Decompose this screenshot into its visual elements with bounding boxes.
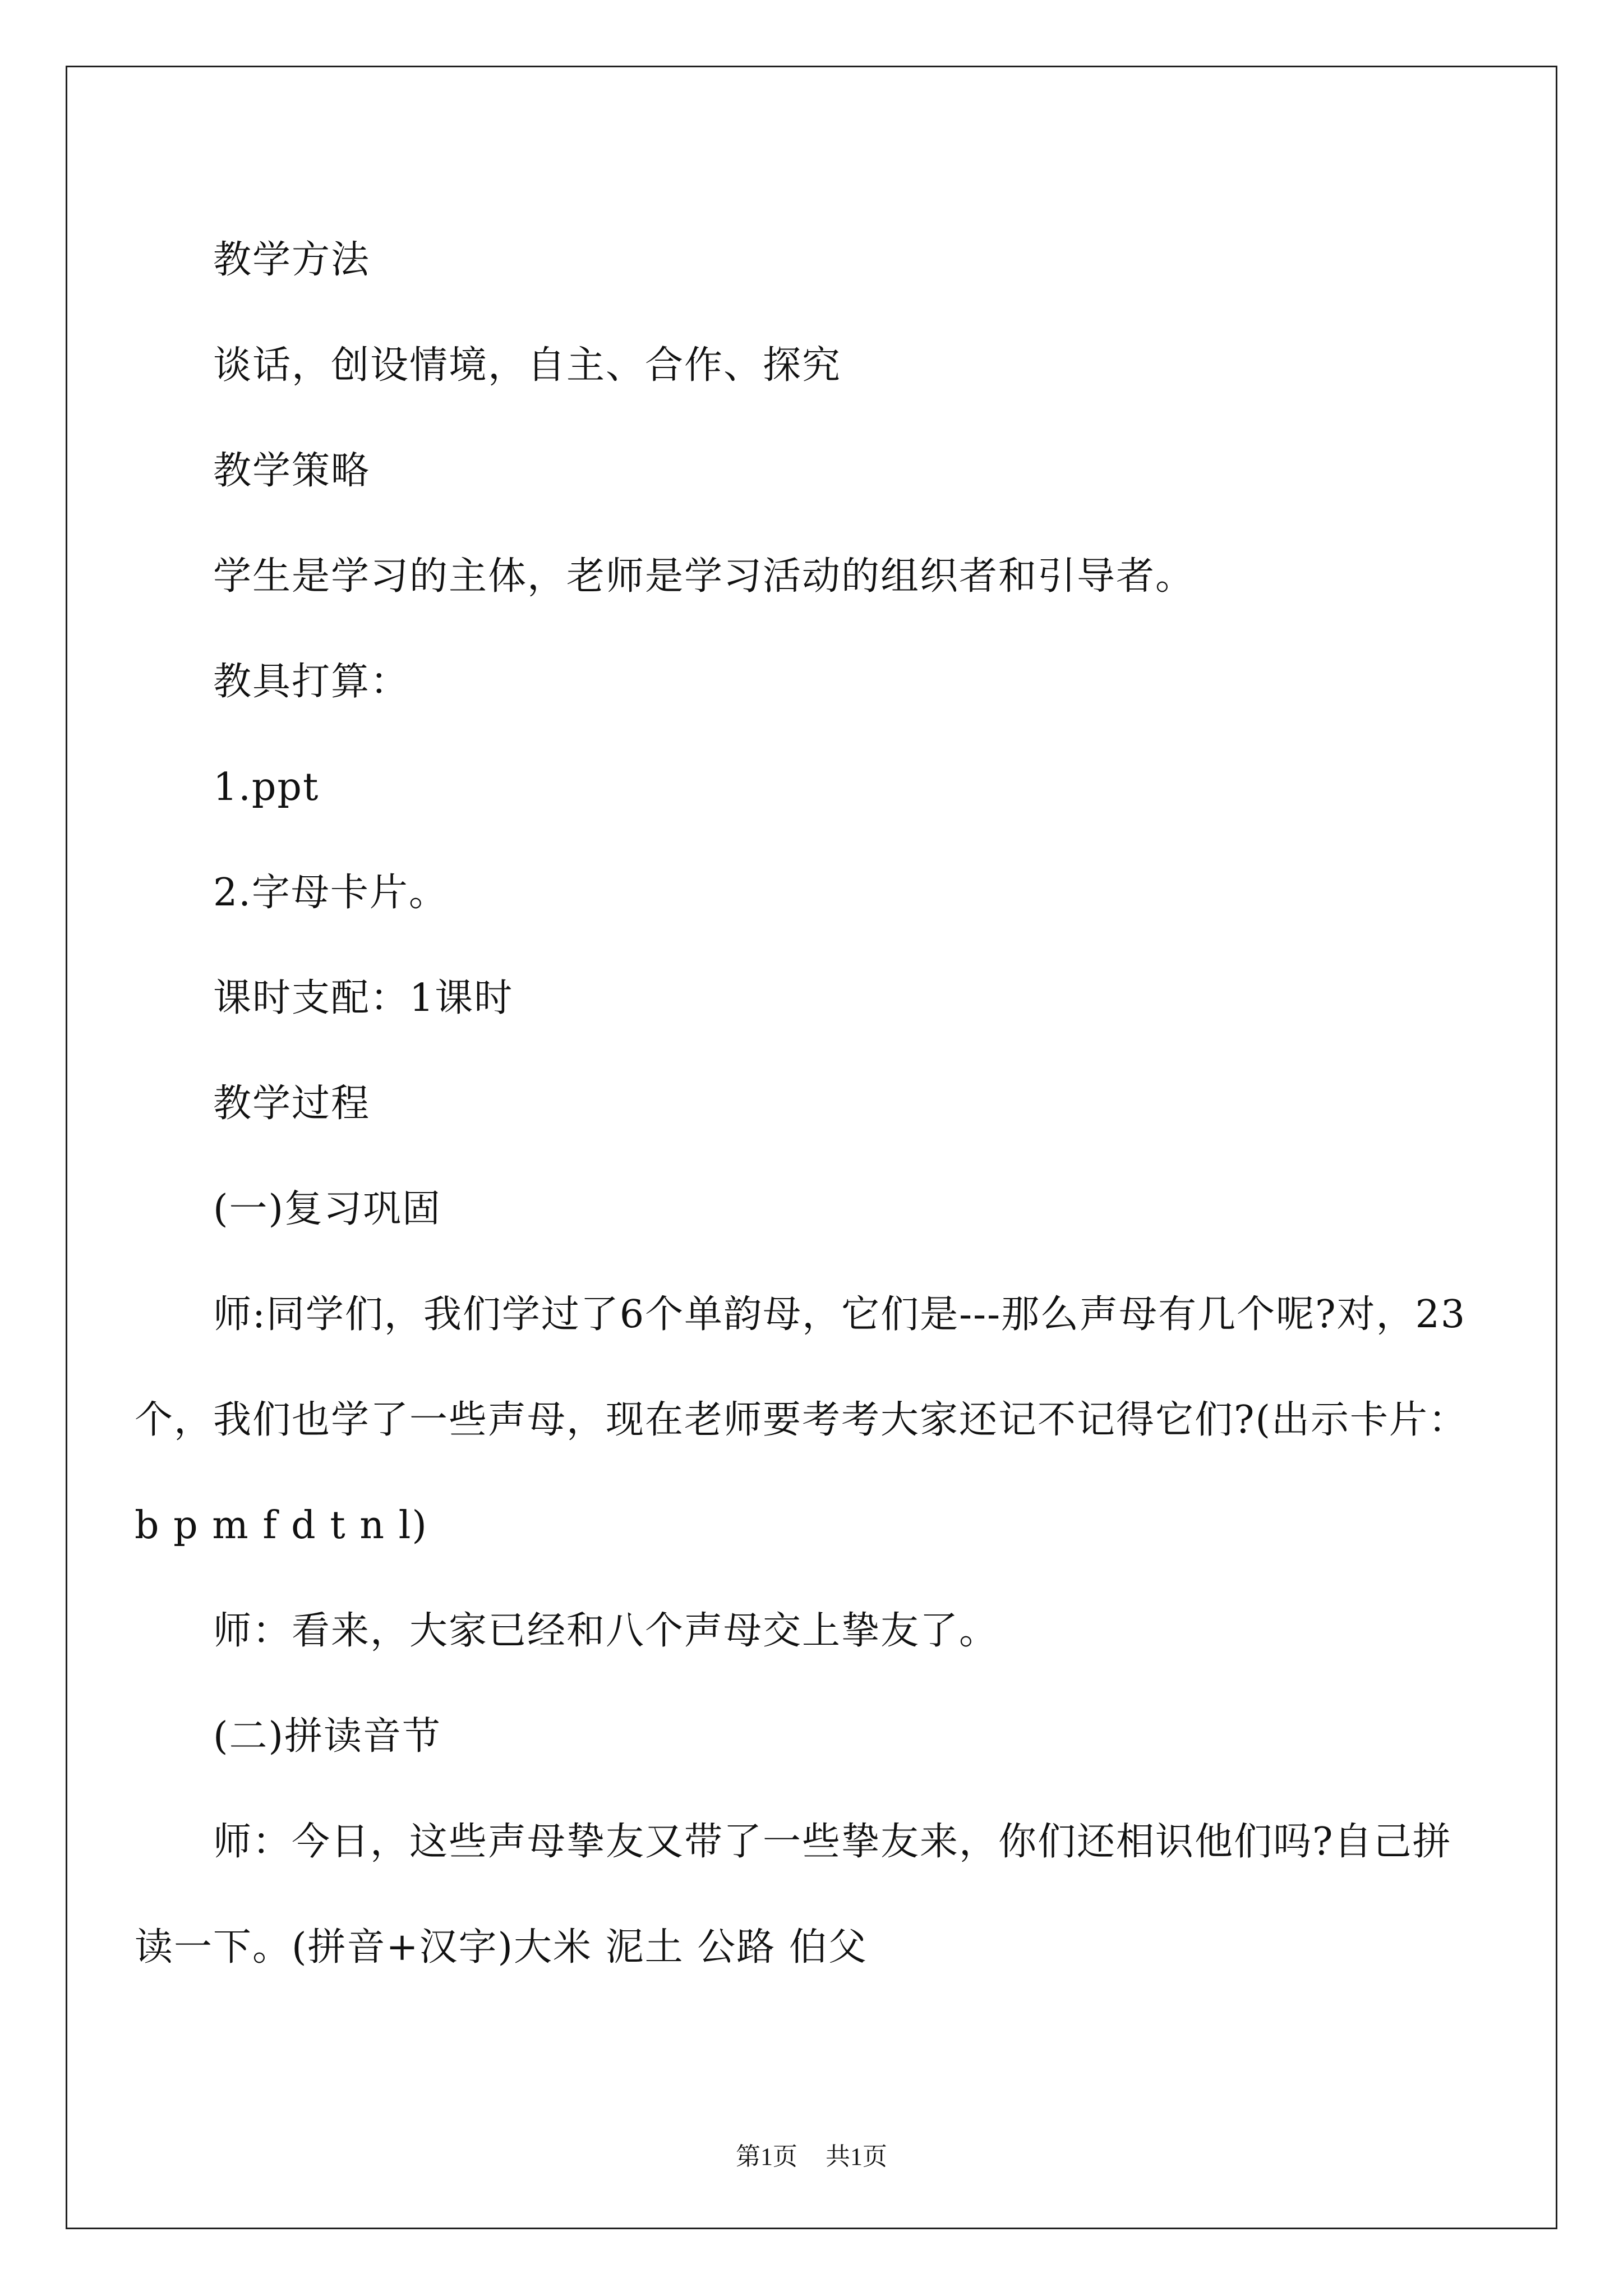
- paragraph: 教学过程: [213, 1082, 371, 1126]
- paragraph: 2.字母卡片。: [213, 871, 448, 915]
- paragraph: 师：看来，大家已经和八个声母交上挚友了。: [213, 1609, 999, 1653]
- page-total: 共1页: [826, 2143, 887, 2170]
- paragraph: 谈话，创设情境，自主、合作、探究: [213, 343, 842, 388]
- paragraph: 学生是学习的主体，老师是学习活动的组织者和引导者。: [213, 554, 1195, 599]
- paragraph: 教具打算：: [213, 660, 410, 704]
- paragraph: 课时支配：1课时: [213, 976, 514, 1020]
- page-number: 第1页: [736, 2143, 797, 2170]
- page-footer: [0, 2136, 1623, 2172]
- paragraph: 师:同学们，我们学过了6个单韵母，它们是---那么声母有几个呢?对，23个，我们也学了一些声母，现在老师要考考大家还记不记得它们?(出示卡片：b p m f d t n l): [135, 1292, 1468, 1548]
- paragraph: 师：今日，这些声母挚友又带了一些挚友来，你们还相识他们吗?自己拼读一下。(拼音+汉字)大米 泥土 公路 伯父: [135, 1820, 1452, 1970]
- paragraph: (二)拼读音节: [213, 1714, 442, 1759]
- paragraph: 1.ppt: [213, 765, 320, 809]
- paragraph: 教学方法: [213, 238, 371, 282]
- document-body: [135, 208, 1481, 2000]
- paragraph: 教学策略: [213, 449, 371, 493]
- paragraph: (一)复习巩固: [213, 1187, 442, 1231]
